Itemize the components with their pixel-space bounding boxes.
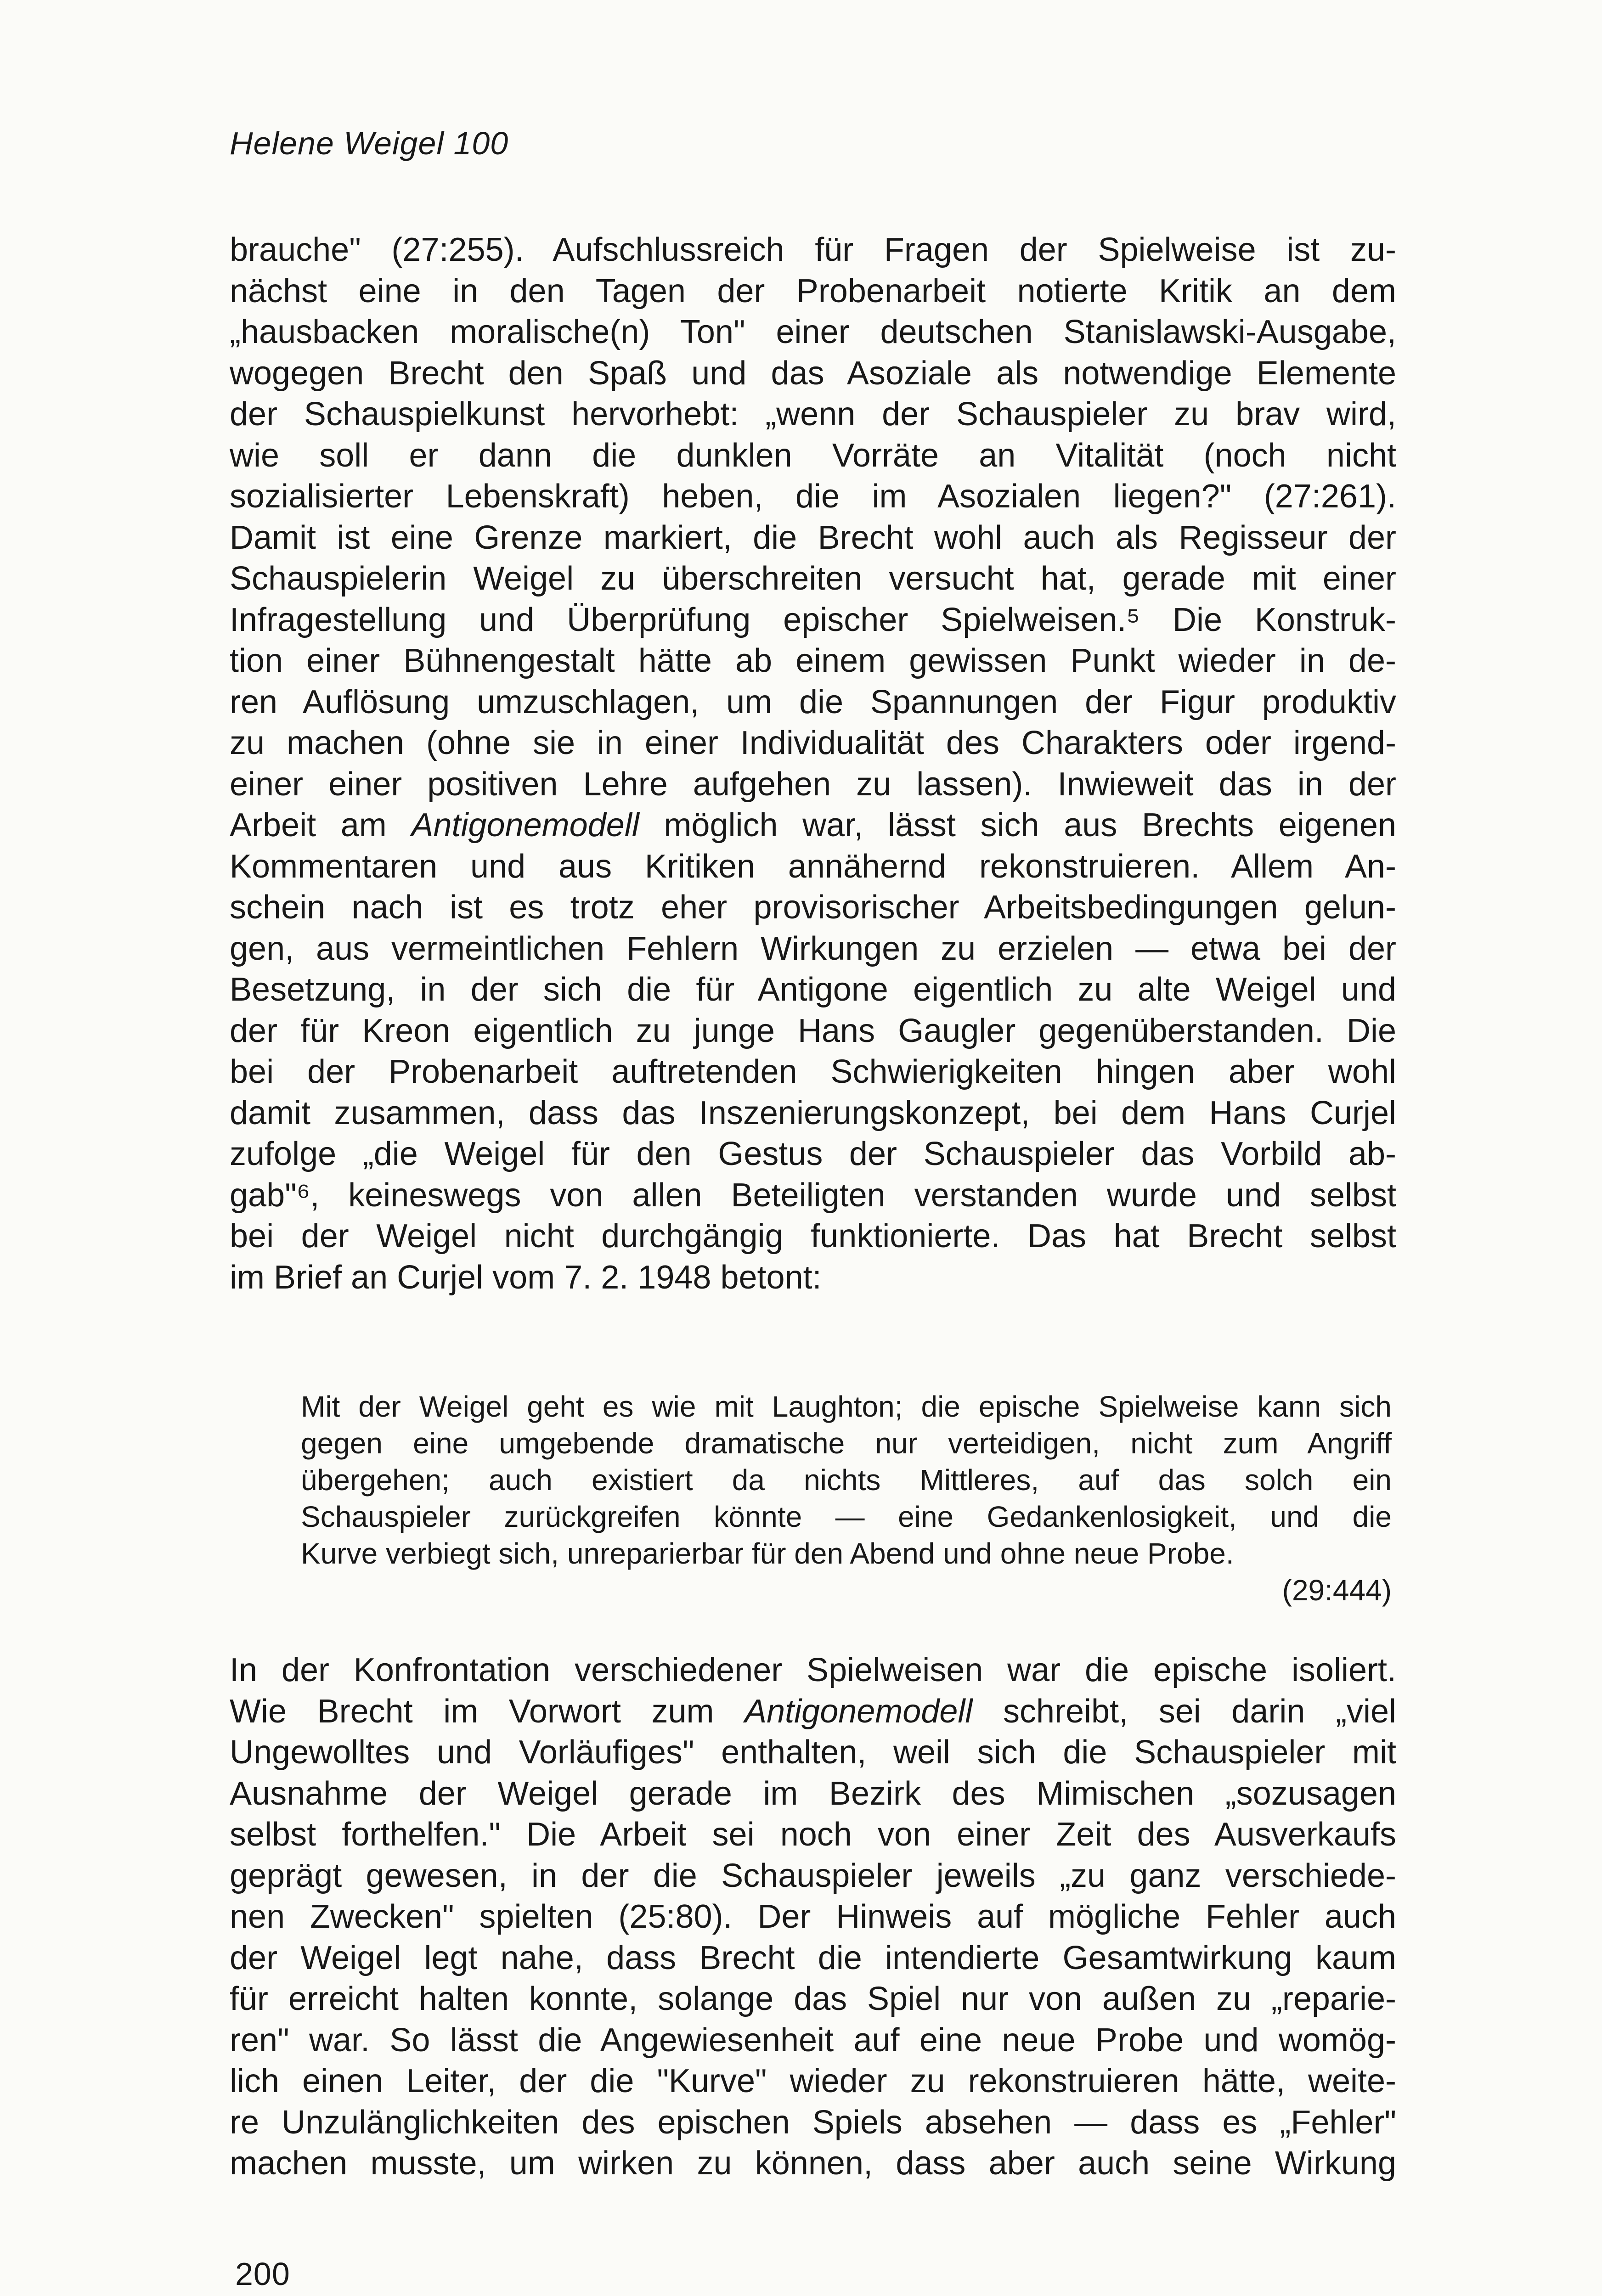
text-line: In der Konfrontation verschiedener Spielweisen war die epische isoliert. [230, 1652, 1396, 1688]
text-line: Ungewolltes und Vorläufiges" enthalten, weil sich die Schauspieler mit [230, 1734, 1396, 1771]
text-line: schein nach ist es trotz eher provisorischer Arbeitsbedingungen gelun- [230, 889, 1396, 926]
text-line: im Brief an Curjel vom 7. 2. 1948 betont: [230, 1259, 822, 1296]
text-line: Infragestellung und Überprüfung epischer Spielweisen.⁵ Die Konstruk- [230, 601, 1396, 638]
text-line: damit zusammen, dass das Inszenierungskonzept, bei dem Hans Curjel [230, 1094, 1396, 1131]
text-line: lich einen Leiter, der die "Kurve" wieder zu rekonstruieren hätte, weite- [230, 2063, 1396, 2099]
text-line: der für Kreon eigentlich zu junge Hans Gaugler gegenüberstanden. Die [230, 1012, 1396, 1049]
text-line: gen, aus vermeintlichen Fehlern Wirkungen zu erzielen — etwa bei der [230, 930, 1396, 967]
paragraph-1 [230, 230, 1396, 1298]
italic-title: Antigonemodell [411, 807, 639, 844]
italic-title: Antigonemodell [745, 1693, 973, 1730]
text-line: tion einer Bühnengestalt hätte ab einem gewissen Punkt wieder in de- [230, 642, 1396, 679]
text-line: Schauspielerin Weigel zu überschreiten versucht hat, gerade mit einer [230, 560, 1396, 597]
text-fragment: schreibt, sei darin „viel [972, 1693, 1397, 1730]
page-number: 200 [235, 2256, 290, 2292]
text-line [230, 1691, 1396, 1733]
quote-line: Kurve verbiegt sich, unreparierbar für den Abend und ohne neue Probe. [301, 1537, 1234, 1570]
text-line: machen musste, um wirken zu können, dass aber auch seine Wirkung [230, 2145, 1396, 2182]
quote-line: Schauspieler zurückgreifen könnte — eine Gedankenlosigkeit, und die [301, 1500, 1392, 1533]
quote-line: Mit der Weigel geht es wie mit Laughton; die epische Spielweise kann sich [301, 1390, 1392, 1423]
text-line: Ausnahme der Weigel gerade im Bezirk des Mimischen „sozusagen [230, 1775, 1396, 1812]
text-line: re Unzulänglichkeiten des epischen Spiels absehen — dass es „Fehler" [230, 2104, 1396, 2141]
text-line: geprägt gewesen, in der die Schauspieler jeweils „zu ganz verschiede- [230, 1857, 1396, 1894]
quote-citation: (29:444) [1282, 1574, 1392, 1607]
text-line: nen Zwecken" spielten (25:80). Der Hinweis auf mögliche Fehler auch [230, 1898, 1396, 1935]
quote-line: gegen eine umgebende dramatische nur verteidigen, nicht zum Angriff [301, 1427, 1392, 1460]
text-line: einer einer positiven Lehre aufgehen zu lassen). Inwieweit das in der [230, 765, 1396, 803]
text-line: der Weigel legt nahe, dass Brecht die intendierte Gesamtwirkung kaum [230, 1939, 1396, 1976]
text-line: bei der Weigel nicht durchgängig funktionierte. Das hat Brecht selbst [230, 1218, 1396, 1255]
text-line: wie soll er dann die dunklen Vorräte an Vitalität (noch nicht [230, 437, 1396, 474]
text-line: selbst forthelfen." Die Arbeit sei noch von einer Zeit des Ausverkaufs [230, 1816, 1396, 1853]
text-line: ren" war. So lässt die Angewiesenheit auf eine neue Probe und womög- [230, 2021, 1396, 2059]
text-fragment: Arbeit am [230, 807, 412, 844]
text-line: bei der Probenarbeit auftretenden Schwierigkeiten hingen aber wohl [230, 1053, 1396, 1090]
text-fragment: möglich war, lässt sich aus Brechts eigenen [639, 807, 1396, 844]
block-quote [301, 1388, 1392, 1609]
text-line: der Schauspielkunst hervorhebt: „wenn der Schauspieler zu brav wird, [230, 396, 1396, 433]
running-head: Helene Weigel 100 [230, 125, 509, 161]
text-line: zu machen (ohne sie in einer Individualität des Charakters oder irgend- [230, 725, 1396, 761]
text-line: wogegen Brecht den Spaß und das Asoziale als notwendige Elemente [230, 355, 1396, 392]
text-line: Besetzung, in der sich die für Antigone eigentlich zu alte Weigel und [230, 971, 1396, 1008]
text-line: brauche" (27:255). Aufschlussreich für Fragen der Spielweise ist zu- [230, 231, 1396, 268]
text-fragment: Wie Brecht im Vorwort zum [230, 1693, 745, 1730]
text-line: „hausbacken moralische(n) Ton" einer deutschen Stanislawski-Ausgabe, [230, 314, 1396, 350]
paragraph-2 [230, 1650, 1396, 2184]
text-line [230, 805, 1396, 846]
quote-line: übergehen; auch existiert da nichts Mittleres, auf das solch ein [301, 1463, 1392, 1497]
text-line: zufolge „die Weigel für den Gestus der Schauspieler das Vorbild ab- [230, 1136, 1396, 1172]
text-line: gab"⁶, keineswegs von allen Beteiligten verstanden wurde und selbst [230, 1176, 1396, 1214]
text-line: nächst eine in den Tagen der Probenarbeit notierte Kritik an dem [230, 272, 1396, 310]
text-line: Damit ist eine Grenze markiert, die Brecht wohl auch als Regisseur der [230, 519, 1396, 556]
text-line: für erreicht halten konnte, solange das Spiel nur von außen zu „reparie- [230, 1981, 1396, 2017]
text-line: ren Auflösung umzuschlagen, um die Spannungen der Figur produktiv [230, 683, 1396, 720]
text-line: Kommentaren und aus Kritiken annähernd rekonstruieren. Allem An- [230, 848, 1396, 885]
text-line: sozialisierter Lebenskraft) heben, die im Asozialen liegen?" (27:261). [230, 478, 1396, 515]
